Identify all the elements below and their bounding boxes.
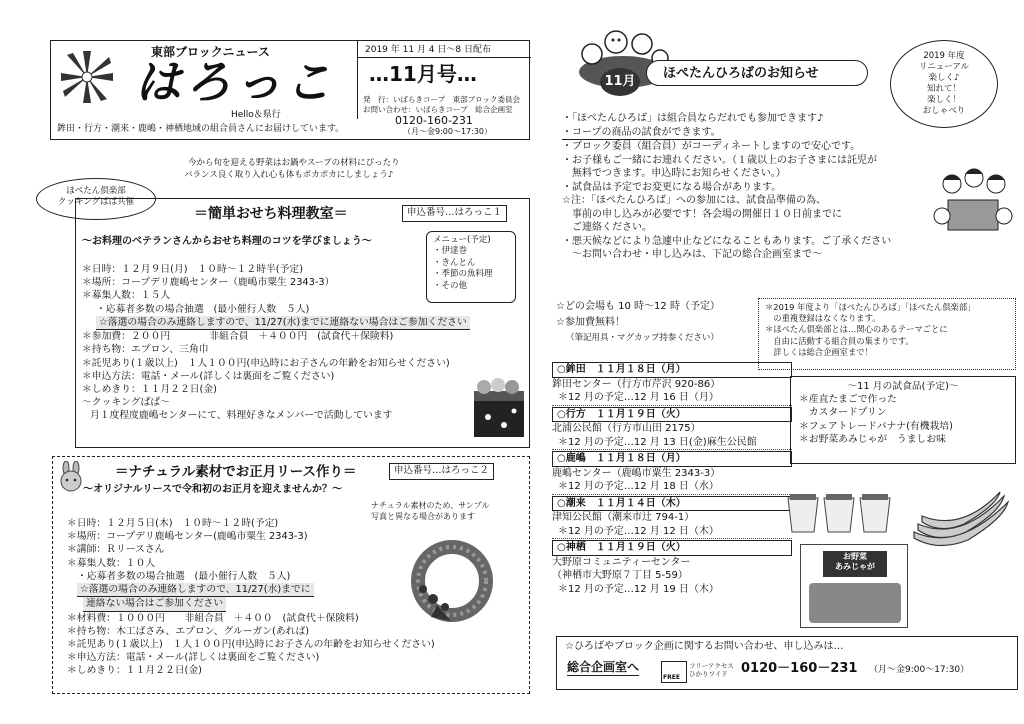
- series-name: 東部ブロックニュース: [151, 45, 270, 59]
- footer-hours: （月～金9:00～17:30）: [869, 665, 970, 675]
- osechi-line: ＊しめきり：１１月２２日(金): [82, 383, 218, 395]
- venue-next: ＊12 月の予定…12 月 18 日（水）: [552, 480, 792, 495]
- osechi-line: ＊場所：コープデリ鹿嶋センター（鹿嶋市粟生 2343-3）: [82, 277, 335, 289]
- footer-dept: 総合企画室へ: [567, 659, 639, 676]
- menu-item: ・伊達巻: [433, 246, 468, 257]
- footer-line: ☆ひろばやブロック企画に関するお問い合わせ、申し込みは…: [565, 641, 844, 652]
- osechi-line: ＊託児あり(１歳以上) １人１００円(申込時にお子さんの年齢をお知らせください): [82, 357, 450, 369]
- venue-head: ○潮来 １１月１４日（木）: [552, 496, 792, 512]
- hopetan-bullet: ご連絡ください。: [562, 222, 652, 233]
- menu-item: ・きんとん: [433, 257, 476, 268]
- hopetan-title: ほぺたんひろばのお知らせ: [663, 66, 819, 81]
- hopetan-bullet: ・お子様もご一緒にお連れください。（１歳以上のお子さまには託児が: [562, 154, 877, 166]
- venue-place: （神栖市大野原７丁目 5-59）: [552, 570, 688, 581]
- newsletter-subtitle: Hello＆県行: [231, 110, 281, 120]
- wreath-line: ＊募集人数：１０人: [67, 557, 156, 569]
- wreath-line: ＊講師：Ｒリースさん: [67, 544, 165, 556]
- free-dial-label: FREE: [663, 674, 680, 681]
- meeting-people-illustration: [932, 166, 1014, 244]
- hopetan-bullet: 事前の申し込みが必要です！各会場の開催日１０日前までに: [562, 208, 842, 220]
- wreath-line: ☆落選の場合のみ連絡しますので、11/27(水)までに: [77, 583, 314, 597]
- wreath-sample-note: ナチュラル素材のため、サンプル 写真と異なる場合があります: [371, 501, 490, 521]
- venue-next: ＊12 月の予定…12 月 19 日（木）: [558, 583, 719, 595]
- menu-title: メニュー(予定): [433, 235, 491, 245]
- hopetan-bullet: ～お問い合わせ・申し込みは、下記の総合企画室まで～: [562, 249, 822, 260]
- issue-month: …11月号…: [369, 62, 477, 86]
- venue-hokota: [552, 362, 792, 406]
- footer-phone[interactable]: 0120－160－231: [741, 661, 858, 676]
- footer-contact-box: [556, 636, 1018, 690]
- venue-head: ○行方 １１月１９日（火）: [552, 407, 792, 423]
- distribution-date: 2019 年 11 月 4 日～8 日配布: [365, 45, 491, 55]
- amijaga-package-image: [800, 544, 908, 628]
- publisher: いばらきコープ 東部ブロック委員会: [393, 95, 520, 104]
- time-note: ☆どの会場も 10 時～12 時（予定）: [556, 301, 720, 312]
- osechi-line: ☆落選の場合のみ連絡しますので、11/27(水)までに連絡ない場合はご参加ください: [96, 316, 470, 330]
- venue-head: ○鹿嶋 １１月１８日（月）: [552, 451, 792, 467]
- wreath-line: 連絡ない場合はご参加ください: [83, 597, 226, 611]
- wreath-line: ＊材料費：１０００円 非組合員 ＋４００ (試食代＋保険料): [67, 612, 359, 624]
- cooking-club-bubble: ほぺたん倶楽部 クッキングぱぱ共催: [36, 178, 156, 220]
- osechi-line: ＊日時：１２月９日(月) １０時～１２時半(予定): [82, 264, 304, 275]
- venue-itako: [552, 496, 792, 540]
- wreath-photo: [393, 535, 511, 627]
- pudding-image: [784, 490, 900, 536]
- menu-item: ・季節の魚料理: [433, 269, 493, 280]
- hopetan-bullet: ・悪天候などにより急遽中止などになることもあります。ご了承ください: [562, 235, 892, 247]
- osechi-line: ～クッキングぱぱ～: [82, 397, 170, 409]
- wreath-line: ＊場所：コープデリ鹿嶋センター(鹿嶋市粟生 2343-3): [67, 531, 308, 543]
- venue-place: 北浦公民館（行方市山田 2175）: [552, 423, 701, 434]
- venue-kashima: [552, 451, 792, 495]
- hopetan-bullet: ・試食品は予定でお変更になる場合があります。: [562, 181, 782, 193]
- free-note: ☆参加費無料！: [556, 317, 625, 328]
- hopetan-bullet: ☆注：「ほぺたんひろば」への参加には、試食品準備の為、: [562, 195, 826, 206]
- wreath-tagline: ～オリジナルリースで令和初のお正月を迎えませんか？～: [83, 484, 342, 495]
- intro-line-2: バランス良く取り入れ心も体もポカポカにしましょう♪: [184, 170, 394, 180]
- free-dial-icon: [661, 661, 687, 683]
- wreath-line: ＊日時：１２月５日(木) １０時～１２時(予定): [67, 518, 279, 529]
- region-note: 鉾田・行方・潮来・鹿嶋・神栖地域の組合員さんにお届けしています。: [57, 124, 345, 134]
- venue-kamisu: [552, 540, 792, 596]
- renewal-bubble: 2019 年度 リニューアル 楽しく♪ 知れて！ 楽しく！ おしゃべり: [890, 40, 998, 128]
- venue-place: 大野原コミュニティーセンター: [552, 556, 691, 568]
- wreath-workshop-box: [52, 456, 530, 694]
- contact-label: お問い合わせ：: [363, 105, 416, 114]
- wreath-title: ＝ナチュラル素材でお正月リース作り＝: [115, 464, 357, 480]
- contact: いばらきコープ 総合企画室: [415, 105, 513, 114]
- poinsettia-icon: [57, 47, 117, 107]
- masthead: [50, 40, 530, 140]
- menu-item: ・その他: [433, 280, 468, 291]
- osechi-line: ＊申込方法：電話・メール(詳しくは裏面をご覧ください): [82, 370, 335, 382]
- osechi-box-image: [470, 377, 528, 439]
- venue-place: 鹿嶋センター（鹿嶋市粟生 2343-3）: [552, 467, 721, 479]
- newsletter-title: はろっこ: [135, 55, 335, 109]
- tasting-item: ＊フェアトレードバナナ(有機栽培): [799, 420, 953, 432]
- tasting-item: カスタードプリン: [799, 407, 887, 419]
- osechi-line: ＊持ち物：エプロン、三角巾: [82, 344, 209, 356]
- wreath-code: 申込番号…はろっこ２: [389, 463, 494, 480]
- osechi-line: 月１度程度鹿嶋センターにて、料理好きなメンバーで活動しています: [90, 410, 393, 422]
- hopetan-bullet: ・ブロック委員（組合員）がコーディネートしますので安心です。: [562, 141, 861, 152]
- osechi-class-box: [75, 198, 530, 448]
- wreath-line: ＊しめきり：１１月２２日(金): [67, 665, 203, 677]
- tasting-title: ～11 月の試食品(予定)～: [847, 381, 959, 392]
- osechi-line: ＊参加費：２００円 非組合員 ＋４００円 (試食代＋保険料): [82, 331, 394, 343]
- venue-head: ○鉾田 １１月１８日（月）: [552, 362, 792, 378]
- venue-head: ○神栖 １１月１９日（火）: [552, 540, 792, 556]
- hopetan-bullet: 無料でつきます。申込時にお知らせください。）: [562, 168, 786, 179]
- osechi-tagline: ～お料理のベテランさんからおせち料理のコツを学びましょう～: [82, 236, 372, 247]
- osechi-line: ＊募集人数：１５人: [82, 290, 171, 302]
- wreath-line: ・応募者多数の場合抽選 (最小催行人数 ５人): [77, 570, 291, 582]
- wreath-line: ＊申込方法：電話・メール(詳しくは裏面をご覧ください): [67, 652, 320, 664]
- tasting-box: [790, 376, 1016, 464]
- hopetan-bullet: ・「ほぺたんひろば」は組合員ならだれでも参加できます♪: [562, 113, 824, 124]
- venue-next: ＊12 月の予定…12 月 12 日（木）: [552, 525, 792, 540]
- osechi-line: ・応募者多数の場合抽選 (最小催行人数 ５人): [96, 303, 310, 315]
- bring-note: （筆記用具・マグカップ持参ください）: [566, 333, 719, 343]
- venue-place: 鉾田センター（行方市芹沢 920-86）: [552, 378, 721, 390]
- tasting-item: ＊産直たまごで作った: [799, 394, 897, 406]
- banana-image: [908, 488, 1014, 554]
- osechi-title: ＝簡単おせち料理教室＝: [194, 206, 348, 222]
- free-dial-text: フリーアクセス ひかりワイド: [689, 662, 734, 678]
- hopetan-title-bar: [646, 60, 868, 86]
- wreath-line: ＊託児あり(１歳以上) １人１００円(申込時にお子さんの年齢をお知らせください): [67, 638, 435, 650]
- osechi-code: 申込番号…はろっこ１: [402, 205, 507, 222]
- club-side-note: ＊2019 年度より「ほぺたんひろば」「ほぺたん倶楽部」 の重複登録はなくなります。 ＊ほぺたん倶楽部とは…関心のあるテーマごとに 自由に活動する組合員の集まりです。 詳しくは総合企画室まで！: [758, 298, 1016, 370]
- wreath-line: ＊持ち物：木工ばさみ、エプロン、グルーガン(あれば): [67, 625, 310, 637]
- venue-namegata: [552, 407, 792, 451]
- header-phone: 0120-160-231: [395, 114, 473, 127]
- venue-next: ＊12 月の予定…12 月 13 日(金)麻生公民館: [552, 436, 792, 451]
- hopetan-bullet: ・コープの商品の試食ができます。: [562, 126, 721, 141]
- publisher-label: 発 行：: [363, 95, 393, 104]
- venue-next: ＊12 月の予定…12 月 16 日（月）: [552, 391, 792, 406]
- amijaga-label: お野菜 あみじゃが: [823, 551, 887, 577]
- hopetan-month-badge: 11月: [600, 68, 640, 96]
- header-hours: （月～金9:00～17:30）: [403, 127, 493, 136]
- tasting-item: ＊お野菜あみじゃが うましお味: [799, 433, 946, 445]
- venue-place: 津知公民館（潮来市辻 794-1）: [552, 512, 695, 523]
- intro-line-1: 今から旬を迎える野菜はお鍋やスープの材料にぴったり: [188, 158, 400, 168]
